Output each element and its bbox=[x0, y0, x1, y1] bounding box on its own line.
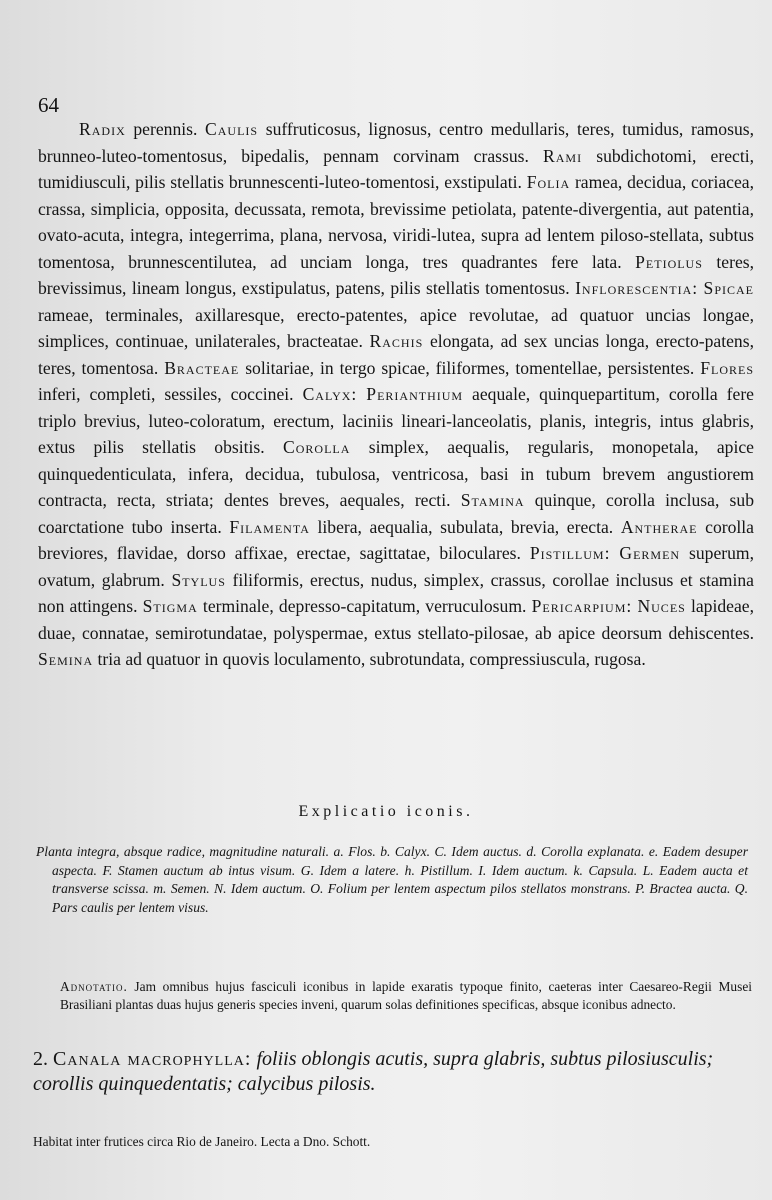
term-filamenta: Filamenta bbox=[229, 516, 310, 537]
term-flores: Flores bbox=[700, 357, 754, 378]
term-corolla: Corolla bbox=[283, 437, 351, 457]
text-nuces: lapideae, duae, connatae, semirotundatae, polyspermae, extus stellato-pilosae, ab apice deorsum dehiscentes. bbox=[38, 596, 754, 643]
term-antherae: Antherae bbox=[620, 516, 698, 537]
habitat-line: Habitat inter frutices circa Rio de Janeiro. Lecta a Dno. Schott. bbox=[33, 1134, 371, 1149]
text-filamenta: libera, aequalia, subulata, brevia, erecta. bbox=[309, 516, 621, 537]
text-bracteae: solitariae, in tergo spicae, filiformes, tomentellae, persistentes. bbox=[239, 357, 701, 378]
term-petiolus: Petiolus bbox=[635, 251, 703, 272]
term-rami: Rami bbox=[543, 145, 583, 166]
term-rachis: Rachis bbox=[369, 331, 424, 351]
term-inflorescentia: Inflorescentia: bbox=[575, 278, 699, 298]
species-diagnosis bbox=[33, 1047, 753, 1097]
explicatio-body: Planta integra, absque radice, magnitudine naturali. a. Flos. b. Calyx. C. Idem auctus. d. Corolla explanata. e. Eadem desuper aspecta. F. Stamen auctum ab intus visum. G. Idem a latere. h. Pistillum. I. Idem auctum. k. Capsula. L. Eadem aucta et transverse scissa. m. Semen. N. Idem auctum. O. Folium per lentem aspectum pilos stellatos monstrans. P. Bractea aucta. Q. Pars caulis per lentem visus. bbox=[36, 844, 748, 915]
text-semina: tria ad quatuor in quovis loculamento, subrotundata, compressiuscula, rugosa. bbox=[93, 649, 646, 669]
term-stamina: Stamina bbox=[460, 490, 525, 510]
text-caulis: suffruticosus, lignosus, centro medullaris, teres, tumidus, ramosus, brunneo-luteo-tomentosus, bipedalis, pennam corvinam crassus. bbox=[38, 119, 754, 166]
text-stylus: filiformis, erectus, nudus, simplex, crassus, corollae inclusus et stamina non attingens. bbox=[38, 569, 754, 616]
term-caulis: Caulis bbox=[205, 119, 259, 139]
text-folia: ramea, decidua, coriacea, crassa, simplicia, opposita, decussata, remota, brevissime petiolata, patente-divergentia, aut patentia, ovato-acuta, integra, integerrima, plana, nervosa, viridi-lutea, supra ad lentem piloso-stellata, subtus tomentosa, brunnescentilutea, ad unciam longa, tres quadrantes fere lata. bbox=[38, 172, 755, 272]
term-stylus: Stylus bbox=[171, 569, 226, 590]
term-bracteae: Bracteae bbox=[164, 357, 240, 378]
text-antherae: corolla breviores, flavidae, dorso affixae, erectae, sagittatae, biloculares. bbox=[38, 516, 754, 563]
text-spicae: rameae, terminales, axillaresque, erecto-patentes, apice revolutae, ad quatuor uncias longae, simplices, continuae, unilaterales, bracteatae. bbox=[38, 304, 754, 351]
species-number: 2. bbox=[33, 1048, 48, 1070]
term-folia: Folia bbox=[526, 172, 571, 192]
text-germen: superum, ovatum, glabrum. bbox=[38, 543, 754, 590]
adnotatio-text: Jam omnibus hujus fasciculi iconibus in lapide exaratis typoque finito, caeteras inter Caesareo-Regii Musei Brasiliani plantas duas hujus generis species inveni, quarum solas definitiones specificas, absque iconibus adnecto. bbox=[60, 979, 752, 1012]
adnotatio-paragraph bbox=[60, 978, 752, 1013]
explicatio-text bbox=[36, 843, 748, 917]
text-stigma: terminale, depresso-capitatum, verruculosum. bbox=[197, 596, 532, 616]
species-name: Canala macrophylla: bbox=[53, 1048, 252, 1070]
text-petiolus: teres, brevissimus, lineam longus, exstipulatus, patens, pilis stellatis tomentosus. bbox=[38, 251, 754, 298]
text-radix: perennis. bbox=[125, 119, 206, 139]
text-perianthium: aequale, quinquepartitum, corolla fere triplo brevius, luteo-coloratum, erectum, laciniis lineari-lanceolatis, planis, integris, intus glabris, extus pilis stellatis obsitis. bbox=[38, 384, 754, 457]
text-rami: subdichotomi, erecti, tumidiusculi, pilis stellatis brunnescenti-luteo-tomentosi, exstipulati. bbox=[38, 145, 754, 192]
term-semina: Semina bbox=[38, 649, 94, 669]
term-germen: Germen bbox=[619, 543, 681, 563]
term-radix: Radix bbox=[79, 119, 126, 139]
text-flores: inferi, completi, sessiles, coccinei. bbox=[38, 384, 303, 404]
page-number: 64 bbox=[38, 93, 59, 117]
term-stigma: Stigma bbox=[142, 596, 198, 616]
term-calyx: Calyx: bbox=[302, 384, 358, 404]
adnotatio-term: Adnotatio. bbox=[60, 979, 128, 994]
term-pistillum: Pistillum: bbox=[529, 543, 611, 563]
term-spicae: Spicae bbox=[703, 278, 754, 298]
text-corolla: simplex, aequalis, regularis, monopetala, apice quinquedenticulata, infera, decidua, tubulosa, ventricosa, basi in tubum brevem angustiorem contracta, recta, striata; dentes breves, aequales, recti. bbox=[38, 437, 754, 510]
text-stamina: quinque, corolla inclusa, sub coarctatione tubo inserta. bbox=[38, 490, 754, 537]
term-perianthium: Perianthium bbox=[366, 384, 464, 404]
explicatio-heading: Explicatio iconis. bbox=[298, 803, 474, 820]
term-pericarpium: Pericarpium: bbox=[531, 596, 633, 616]
species-diagnosis-text: foliis oblongis acutis, supra glabris, subtus pilosiusculis; corollis quinquedentatis; calycibus pilosis. bbox=[33, 1048, 714, 1095]
term-nuces: Nuces bbox=[637, 596, 686, 616]
text-rachis: elongata, ad sex uncias longa, erecto-patens, teres, tomentosa. bbox=[38, 331, 754, 378]
species-description bbox=[38, 116, 754, 673]
